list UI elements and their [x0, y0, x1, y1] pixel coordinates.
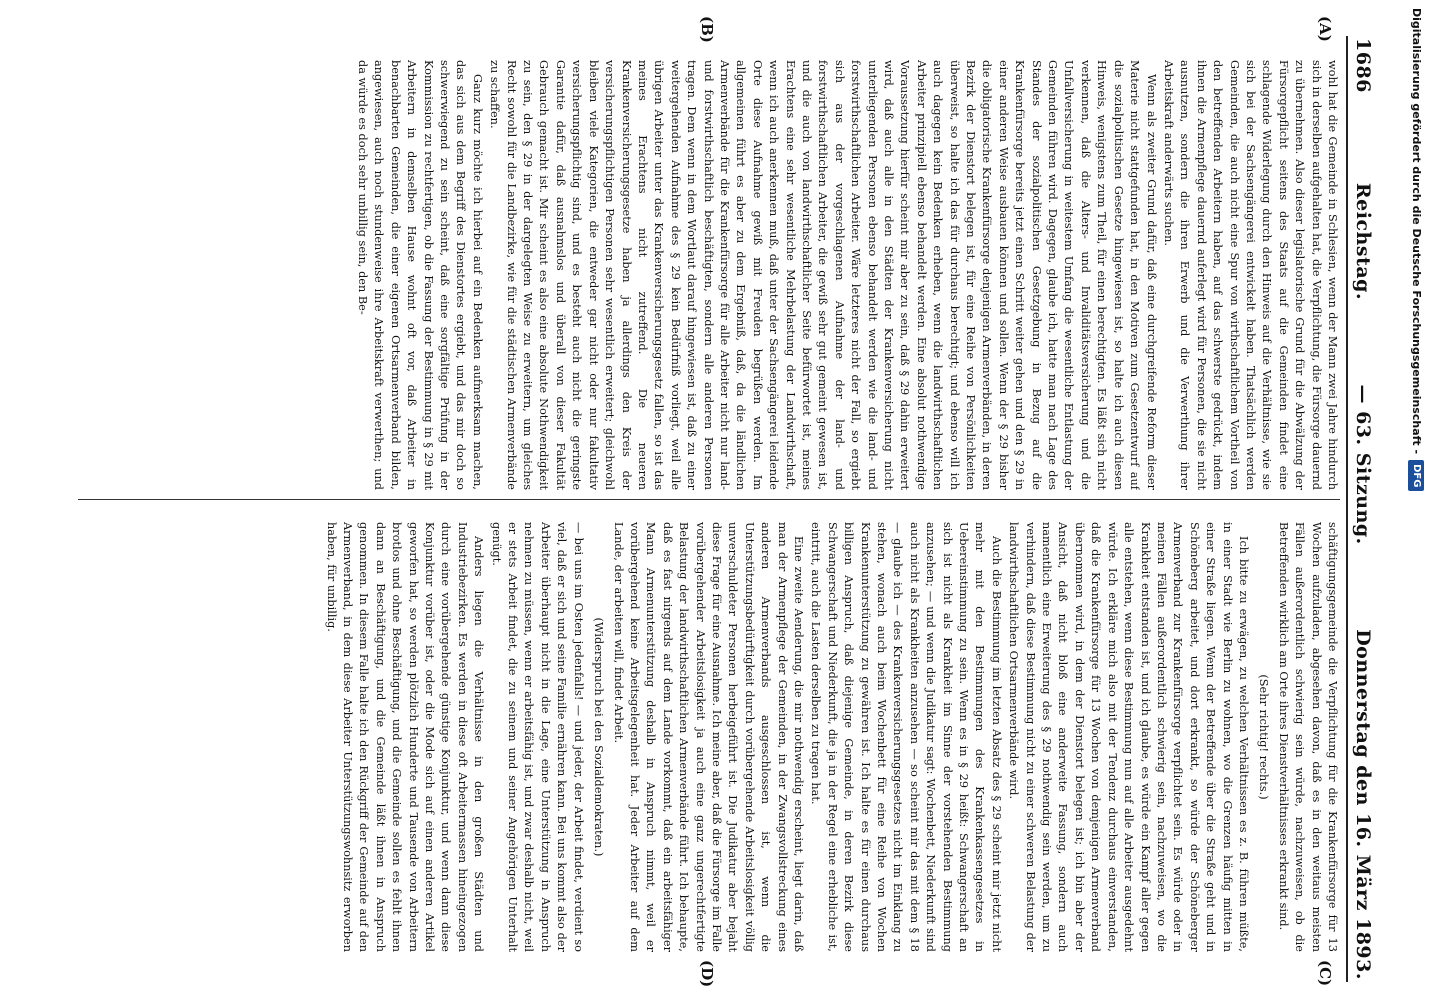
text-column-right — [78, 522, 1340, 952]
dfg-logo: DFG — [1408, 460, 1424, 491]
paragraph: Anders liegen die Verhältnisse in den großen Städten und Industriebezirken. Es werden in diese oft Arbeitermassen hineingezogen durch eine vorübergehende günstige Konjunktur, und wenn dann diese Konjunktur vorüber ist, oder die Mode sich auf einen anderen Artikel geworfen hat, so werden plötzlich Hunderte und Tausende von Arbeitern brotlos und ohne Beschäftigung, und die Gemeinde sollen es fehlt ihnen dann an Beschäftigung, und die Gemeinde läßt ihnen in Anspruch genommen. In diesem Falle halte ich den Rückgriff der Gemeinde auf den Armenverband, in dem diese Arbeiter Unterstützungswohnsitz erworben haben, für unbillig. — [324, 522, 486, 952]
column-divider — [78, 499, 1340, 500]
paragraph: Ganz kurz möchte ich hierbei auf ein Bedenken aufmerksam machen, das sich aus dem Begriff des Dienstortes ergiebt, und das mir doch so schwerwiegend zu sein scheint, daß eine sorgfältige Prüfung in der Kommission zu rechtfertigen, ob die Fassung der Bestimmung in § 29 mit Arbeitern in demselben Hause wohnt oft vor, daß Arbeiter in benachbarten Gemeinden, die einer eigenen Ortsarmenverband bilden, angewiesen, auch noch stundenweise ihre Arbeitskraft verwerthen; und da würde es doch sehr unbillig sein, den Be- — [356, 60, 484, 490]
margin-marker-a: (A) — [1316, 16, 1334, 42]
margin-marker-d: (D) — [698, 960, 716, 988]
paragraph: schäftigungsgemeinde die Verpflichtung für die Krankenfürsorge für 13 Wochen aufzuladen, abgesehen davon, daß es in den weitaus meisten Fällen außerordentlich schwierig sein würde, nachzuweisen, ob die Betreffenden wirklich am Orte ihres Dienstverhältnisses erkrankt sind. — [1276, 522, 1339, 952]
credit-text: Digitalisierung gefördert durch die Deutsche Forschungsgemeinschaft - — [1410, 8, 1423, 455]
paragraph: Wenn als zweiter Grund dafür, daß eine durchgreifende Reform dieser Materie nicht stattgefunden hat, in den Motiven zum Gesetzentwurf auf die sozialpolitischen Gesetze hingewiesen ist, so halte ich auch diesen Hinweis, wenigstens zum Theil, für einen berechtigten. Es läßt sich nicht verkennen, daß die Alters- und Invaliditätsversicherung und die Unfallversicherung in weitestem Umfang die wesentliche Entlastung der Gemeinden führen wird. Dagegen, glaube ich, hatte man nach Lage des Standes der sozialpolitischen Gesetzgebung in Bezug auf die Krankenfürsorge bereits jetzt einen Schritt weiter gehen und den § 29 in einer anderen Weise ausbauen können und sollen. Wenn der § 29 bisher die obligatorische Krankenfürsorge denjenigen Armenverbänden, in deren Bezirk der Dienstort belegen ist, für eine Reihe von Persönlichkeiten überweist, so halte ich das für durchaus berechtigt; und ebenso will ich auch dagegen kein Bedenken erheben, wenn die landwirthschaftlichen Arbeiter prinzipiell ebenso behandelt werden. Eine absolut nothwendige Voraussetzung hierfür scheint mir aber zu sein, daß § 29 dahin erweitert wird, daß auch alle in den Städten der Krankenversicherung nicht unterliegenden Personen ebenso behandelt werden wie die land- und forstwirthschaftlichen Arbeiter. Wäre letzteres nicht der Fall, so ergiebt sich aus der vorgeschlagenen Aufnahme der land- und forstwirthschaftlichen Arbeiter, die gewiß sehr gut gemeint gewesen ist, und die auch von landwirthschaftlicher Seite befürwortet ist, meines Erachtens eine sehr wesentliche Mehrbelastung der Landwirthschaft, wenn ich auch anerkennen muß, daß unter der Sachsengängerei leidende Orte diese Aufnahme gewiß mit Freuden begrüßen werden. Im allgemeinen führt es aber zu dem Ergebniß, daß, da die ländlichen Armenverbände für die Krankenfürsorge für alle Arbeiter nicht nur land- und forstwirthschaftlich beschäftigten, sondern alle anderen Personen tragen. Dem wenn in dem Wortlaut darauf hingewiesen ist, daß zu einer weitergehenden Aufnahme des § 29 kein Bedürfniß vorliegt, weil alle übrigen Arbeiter unter das Krankenversicherungsgesetz fallen, so ist das meines Erachtens nicht zutreffend. Die neueren Krankenversicherungsgesetze haben ja allerdings den Kreis der versicherungspflichtigen Personen sehr wesentlich erweitert; gleichwohl bleiben viele Kategorien, die entweder gar nicht oder nur fakultativ versicherungspflichtig sind, und es besteht auch nicht die geringste Garantie dafür, daß ausnahmslos und überall von dieser Fakultät Gebrauch gemacht ist. Mir scheint es also eine absolute Nothwendigkeit zu sein, den § 29 in der dargelegten Weise zu erweitern, um gleiches Recht sowohl für die Landbezirke, wie für die städtischen Armenverbände zu schaffen. — [488, 60, 1158, 490]
paragraph: Ich bitte zu erwägen, zu welchen Verhältnissen es z. B. führen müßte, in einer Stadt wie Berlin zu wohnen, wo die Grenzen häufig mitten in einer Straße liegen. Wenn der Betreffende über die Straße geht und in Schöneberg arbeitet, und dort erkrankt, so würde der Schöneberger Armenverband zur Krankenfürsorge verpflichtet sein. Es würde oder in meinen Fällen außerordentlich schwierig sein, nachzuweisen, wo die Krankheit entstanden ist, und ich glaube, es würde ein Kampf aller gegen alle entstehen, wenn diese Bestimmung nun auf alle Arbeiter ausgedehnt würde. Ich erkläre mich also mit der Tendenz durchaus einverstanden, daß die Krankenfürsorge für 13 Wochen von demjenigen Armenverband übernommen wird, in dem der Dienstort belegen ist; ich bin aber der Ansicht, daß nicht bloß eine anderweite Fassung, sondern auch namentlich eine Erweiterung des § 29 nothwendig sein werden, um zu verhindern, daß diese Bestimmung nicht zu einer schweren Belastung der landwirthschaftlichen Ortsarmenverbände wird. — [1007, 522, 1250, 952]
paragraph: Eine zweite Aenderung, die mir nothwendig erscheint, liegt darin, daß man der Armenpflege der Gemeinden, in der Zwangsvollstreckung eines anderen Armenverbands ausgeschlossen ist, wenn die Unterstützungsbedürftigkeit durch vorübergehende Arbeitslosigkeit völlig unverschuldeter Personen herbeigeführt ist. Die Judikatur aber bejaht diese Frage für eine Ausnahme. Ich meine aber, daß die Fürsorge im Falle vorübergehender Arbeitslosigkeit ja auch eine ganz ungerechtfertigte Belastung der landwirthschaftlichen Armenverbände führt. Ich behaupte, daß es fast nirgends auf dem Lande vorkommt, daß ein arbeitsfähiger Mann Armenunterstützung deshalb in Anspruch nimmt, weil er vorübergehend keine Arbeitsgelegenheit hat. Jeder Arbeiter auf dem Lande, der arbeiten will, findet Arbeit. — [611, 522, 805, 952]
session-title: — 63. Sitzung. — [1352, 384, 1374, 545]
margin-marker-c: (C) — [1316, 960, 1334, 987]
digitization-credit — [1404, 8, 1428, 992]
paragraph: wohl hat die Gemeinde in Schlesien, wenn der Mann zwei Jahre hindurch sich in derselben aufgehalten hat, die Verpflichtung, die Fürsorge dauernd zu übernehmen. Also dieser legislatorische Grund für die Abwälzung der Fürsorgepflicht seitens des Staats auf die Gemeinden findet eine schlagende Widerlegung durch den Hinweis auf die Verhältnisse, wie sie sich bei der Sachsengängerei entwickelt haben. Thatsächlich werden Gemeinden, die auch nicht eine Spur von wirthschaftlichem Vortheil von den betreffenden Arbeitern haben, auf das schwerste gedrückt, indem ihnen die Armenpflege dauernd auferlegt wird für Personen, die sie nicht ausnutzen, sondern die ihren Erwerb und die Verwerthung ihrer Arbeitskraft anderwärts suchen. — [1161, 60, 1339, 490]
margin-marker-b: (B) — [698, 16, 716, 43]
header-rule — [1346, 36, 1348, 982]
header-title — [1352, 183, 1374, 300]
header-left-title: Reichstag. — [1352, 182, 1374, 301]
page-number: 1686 — [1352, 38, 1374, 93]
paragraph: Auch die Bestimmung im letzten Absatz des § 29 scheint mir jetzt nicht mehr mit den Bestimmungen des Krankenkassengesetzes in Uebereinstimmung zu sein. Wenn es in § 29 heißt: Schwangerschaft an sich ist nicht als Krankheit im Sinne der vorstehenden Bestimmung anzusehen; — und wenn die Judikatur sagt: Wochenbett, Niederkunft sind auch nicht als Krankheiten anzusehen — so scheint mir das mit dem § 18 — glaube ich — des Krankenversicherungsgesetzes nicht im Einklang zu stehen, wonach auch beim Wochenbett für eine Reihe von Wochen Krankenunterstützung zu gewähren ist. Ich halte es für einen durchaus billigen Anspruch, daß diejenige Gemeinde, in deren Bezirk diese Schwangerschaft und Niederkunft, die ja in der Regel eine erhebliche ist, eintritt, auch die Lasten derselben zu tragen hat. — [809, 522, 1003, 952]
text-column-left — [78, 60, 1340, 490]
interjection: (Widerspruch bei den Sozialdemokraten.) — [592, 617, 606, 857]
interjection: (Sehr richtig! rechts.) — [1257, 674, 1271, 800]
paragraph: — bei uns im Osten jedenfalls! — und jeder, der Arbeit findet, verdient so viel, daß er sich und seine Familie ernähren kann. Bei uns kommt also der Arbeiter überhaupt nicht in die Lage, eine Unterstützung in Anspruch nehmen zu müssen, wenn er arbeitsfähig ist, und zwar deshalb nicht, weil er stets Arbeit findet, die zu seinem und seiner Angehörigen Unterhalt genügt. — [489, 522, 585, 952]
header-date: Donnerstag den 16. März 1893. — [1352, 629, 1374, 980]
page-header — [1352, 38, 1382, 980]
